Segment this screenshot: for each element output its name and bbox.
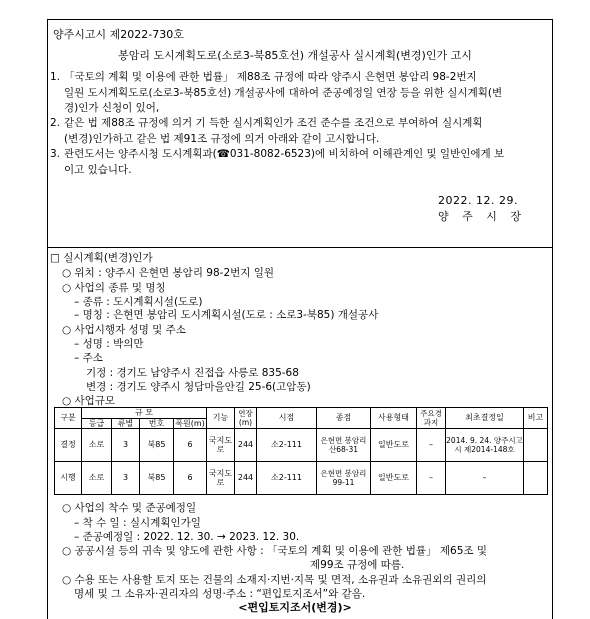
operator-address-label: – 주소 [74, 352, 103, 364]
header-grade: 등급 [82, 418, 112, 429]
item-number: 3. [50, 148, 61, 160]
cell-main-facility: – [417, 462, 446, 495]
item-line: 같은 법 제88조 규정에 의거 기 득한 실시계획인가 조건 준수를 조건으로 부여하여 실시계획 [64, 117, 483, 129]
cell-start: 소2-111 [257, 462, 317, 495]
item-line: (변경)인가하고 같은 법 제91조 규정에 의거 아래와 같이 고시합니다. [64, 132, 380, 145]
cell-category: 결정 [55, 429, 82, 462]
location-line: ○ 위치 : 양주시 은현면 봉암리 98-2번지 일원 [62, 267, 275, 279]
table-row [55, 429, 548, 462]
header-usage: 사용형태 [371, 408, 417, 429]
cell-category: 시행 [55, 462, 82, 495]
notice-number: 양주시고시 제2022-730호 [53, 28, 184, 41]
public-facility-line-2: 제99조 규정에 따름. [310, 559, 405, 571]
cell-end: 은현면 봉암리 산68-31 [317, 429, 371, 462]
address-after-line: 변경 : 경기도 양주시 청담마을안길 25-6(고암동) [86, 381, 311, 393]
header-category: 구분 [55, 408, 82, 429]
header-end: 종점 [317, 408, 371, 429]
cell-start: 소2-111 [257, 429, 317, 462]
item-line: 일원 도시계획도로(소로3-북85호선) 개설공사에 대하여 준공예정일 연장 등을 위한 실시계획(변 [64, 86, 503, 99]
start-date-line: – 착 수 일 : 실시계획인가일 [74, 517, 201, 529]
item-line: 경)인가 신청이 있어, [64, 102, 160, 114]
item-line: 관련도서는 양주시청 도시계획과(☎031-8082-6523)에 비치하여 이해관계인 및 일반인에게 보 [64, 148, 505, 160]
cell-main-facility: – [417, 429, 446, 462]
header-width: 폭원(m) [175, 418, 205, 428]
start-completion-title: ○ 사업의 착수 및 준공예정일 [62, 502, 197, 514]
notice-date: 2022. 12. 29. [438, 194, 518, 207]
table-row [55, 462, 548, 495]
section-title: □ 실시계획(변경)인가 [50, 252, 153, 264]
header-length: 연장(m) [235, 408, 257, 429]
cell-usage: 일반도로 [371, 462, 417, 495]
cell-remarks [524, 462, 548, 495]
business-type-line: ○ 사업의 종류 및 명칭 [62, 282, 166, 294]
cell-final-decision: – [446, 462, 524, 495]
completion-date-line: – 준공예정일 : 2022. 12. 30. → 2023. 12. 30. [74, 531, 300, 543]
header-scale: 규 모 [82, 408, 207, 419]
cell-class: 3 [112, 429, 140, 462]
cell-width: 6 [174, 429, 207, 462]
land-line-1: ○ 수용 또는 사용할 토지 또는 건물의 소재지·지번·지목 및 면적, 소유권과 소유권외의 권리의 [62, 574, 487, 586]
item-line: 「국토의 계획 및 이용에 관한 법률」 제88조 규정에 따라 양주시 은현면 봉암리 98-2번지 [64, 71, 477, 83]
notice-issuer: 양 주 시 장 [438, 210, 521, 223]
cell-grade: 소로 [82, 429, 112, 462]
header-function: 기능 [207, 408, 235, 429]
header-class: 류별 [112, 418, 140, 429]
item-line: 이고 있습니다. [64, 163, 132, 176]
header-main-facility: 주요경과지 [417, 408, 446, 429]
notice-title: 봉암리 도시계획도로(소로3-북85호선) 개설공사 실시계획(변경)인가 고시 [118, 49, 472, 62]
scale-title: ○ 사업규모 [62, 395, 116, 407]
address-before-line: 기정 : 경기도 남양주시 진접읍 사릉로 835-68 [86, 367, 299, 379]
header-start: 시점 [257, 408, 317, 429]
name-line: – 명칭 : 은현면 봉암리 도시계획시설(도로 : 소로3-북85) 개설공사 [74, 309, 379, 321]
cell-function: 국지도로 [207, 462, 235, 495]
cell-usage: 일반도로 [371, 429, 417, 462]
operator-line: ○ 사업시행자 성명 및 주소 [62, 324, 186, 336]
cell-width: 6 [174, 462, 207, 495]
header-remarks: 비고 [524, 408, 548, 429]
cell-function: 국지도로 [207, 429, 235, 462]
cell-length: 244 [235, 429, 257, 462]
public-facility-line-1: ○ 공공시설 등의 귀속 및 양도에 관한 사항 : 「국토의 계획 및 이용에 관한 법률」 제65조 및 [62, 545, 488, 557]
project-scale-table [54, 407, 548, 495]
header-number: 번호 [140, 418, 174, 429]
cell-end: 은현면 봉암리 99-11 [317, 462, 371, 495]
land-line-2: 명세 및 그 소유자·권리자의 성명·주소 : “편입토지조서”와 같음. [74, 588, 366, 600]
cell-grade: 소로 [82, 462, 112, 495]
cell-final-decision: 2014. 9. 24. 양주시고시 제2014-148호 [446, 429, 524, 462]
land-table-title: <편입토지조서(변경)> [238, 601, 352, 614]
cell-length: 244 [235, 462, 257, 495]
cell-remarks [524, 429, 548, 462]
type-line: – 종류 : 도시계획시설(도로) [74, 296, 203, 308]
operator-name-line: – 성명 : 박의만 [74, 338, 144, 350]
header-final-decision: 최초결정일 [446, 408, 524, 429]
cell-number: 북85 [140, 462, 174, 495]
item-number: 2. [50, 117, 61, 129]
cell-class: 3 [112, 462, 140, 495]
item-number: 1. [50, 71, 61, 83]
cell-number: 북85 [140, 429, 174, 462]
